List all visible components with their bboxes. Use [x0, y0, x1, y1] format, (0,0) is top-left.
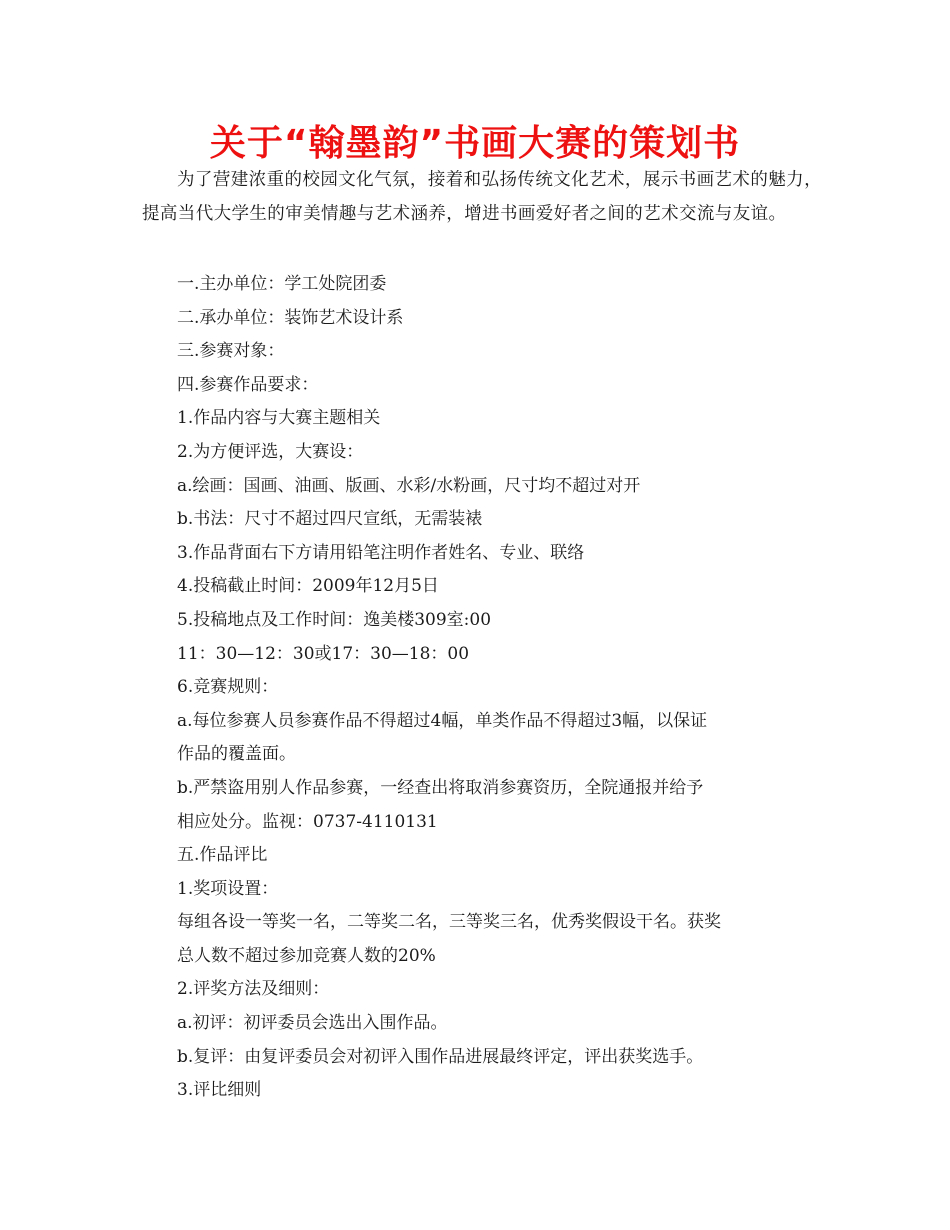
text-line: 1.奖项设置： — [177, 878, 279, 899]
text-line: 11：30—12：30或17：30—18：00 — [177, 643, 470, 664]
text-line: 3.作品背面右下方请用铅笔注明作者姓名、专业、联络 — [177, 542, 585, 563]
body-lines — [177, 268, 837, 1108]
text-line: 一.主办单位：学工处院团委 — [177, 274, 387, 294]
text-line: 五.作品评比 — [177, 845, 268, 866]
text-line: 作品的覆盖面。 — [177, 744, 296, 765]
text-line: 三.参赛对象： — [177, 341, 285, 362]
intro-paragraph: 为了营建浓重的校园文化气氛，接着和弘扬传统文化艺术，展示书画艺术的魅力，提高当代大学生的审美情趣与艺术涵养，增进书画爱好者之间的艺术交流与友谊。 — [142, 170, 822, 224]
text-line: 2.为方便评选，大赛设： — [177, 441, 364, 462]
text-line: b.严禁盗用别人作品参赛，一经查出将取消参赛资历，全院通报并给予 — [177, 777, 704, 798]
text-line: 2.评奖方法及细则： — [177, 979, 330, 1000]
text-line: 6.竞赛规则： — [177, 677, 279, 698]
text-line: 5.投稿地点及工作时间：逸美楼309室:00 — [177, 609, 492, 630]
text-line: 4.投稿截止时间：2009年12月5日 — [177, 576, 439, 597]
text-line: 总人数不超过参加竞赛人数的20% — [177, 945, 436, 966]
document-title: 关于“翰墨韵”书画大赛的策划书 — [209, 123, 741, 164]
text-line: 四.参赛作品要求： — [177, 374, 319, 395]
text-line: 相应处分。监视：0737-4110131 — [177, 811, 438, 832]
text-line: 每组各设一等奖一名，二等奖二名，三等奖三名，优秀奖假设干名。获奖 — [177, 912, 721, 933]
text-line: a.每位参赛人员参赛作品不得超过4幅，单类作品不得超过3幅，以保证 — [177, 710, 708, 731]
text-line: a.绘画：国画、油画、版画、水彩/水粉画，尺寸均不超过对开 — [177, 475, 641, 496]
text-line: b.复评：由复评委员会对初评入围作品进展最终评定，评出获奖选手。 — [177, 1046, 704, 1067]
text-line: 3.评比细则 — [177, 1080, 262, 1101]
text-line: a.初评：初评委员会选出入围作品。 — [177, 1013, 448, 1034]
text-line: 二.承办单位：装饰艺术设计系 — [177, 307, 404, 328]
text-line: 1.作品内容与大赛主题相关 — [177, 408, 381, 429]
text-line: b.书法：尺寸不超过四尺宣纸，无需装裱 — [177, 509, 483, 530]
